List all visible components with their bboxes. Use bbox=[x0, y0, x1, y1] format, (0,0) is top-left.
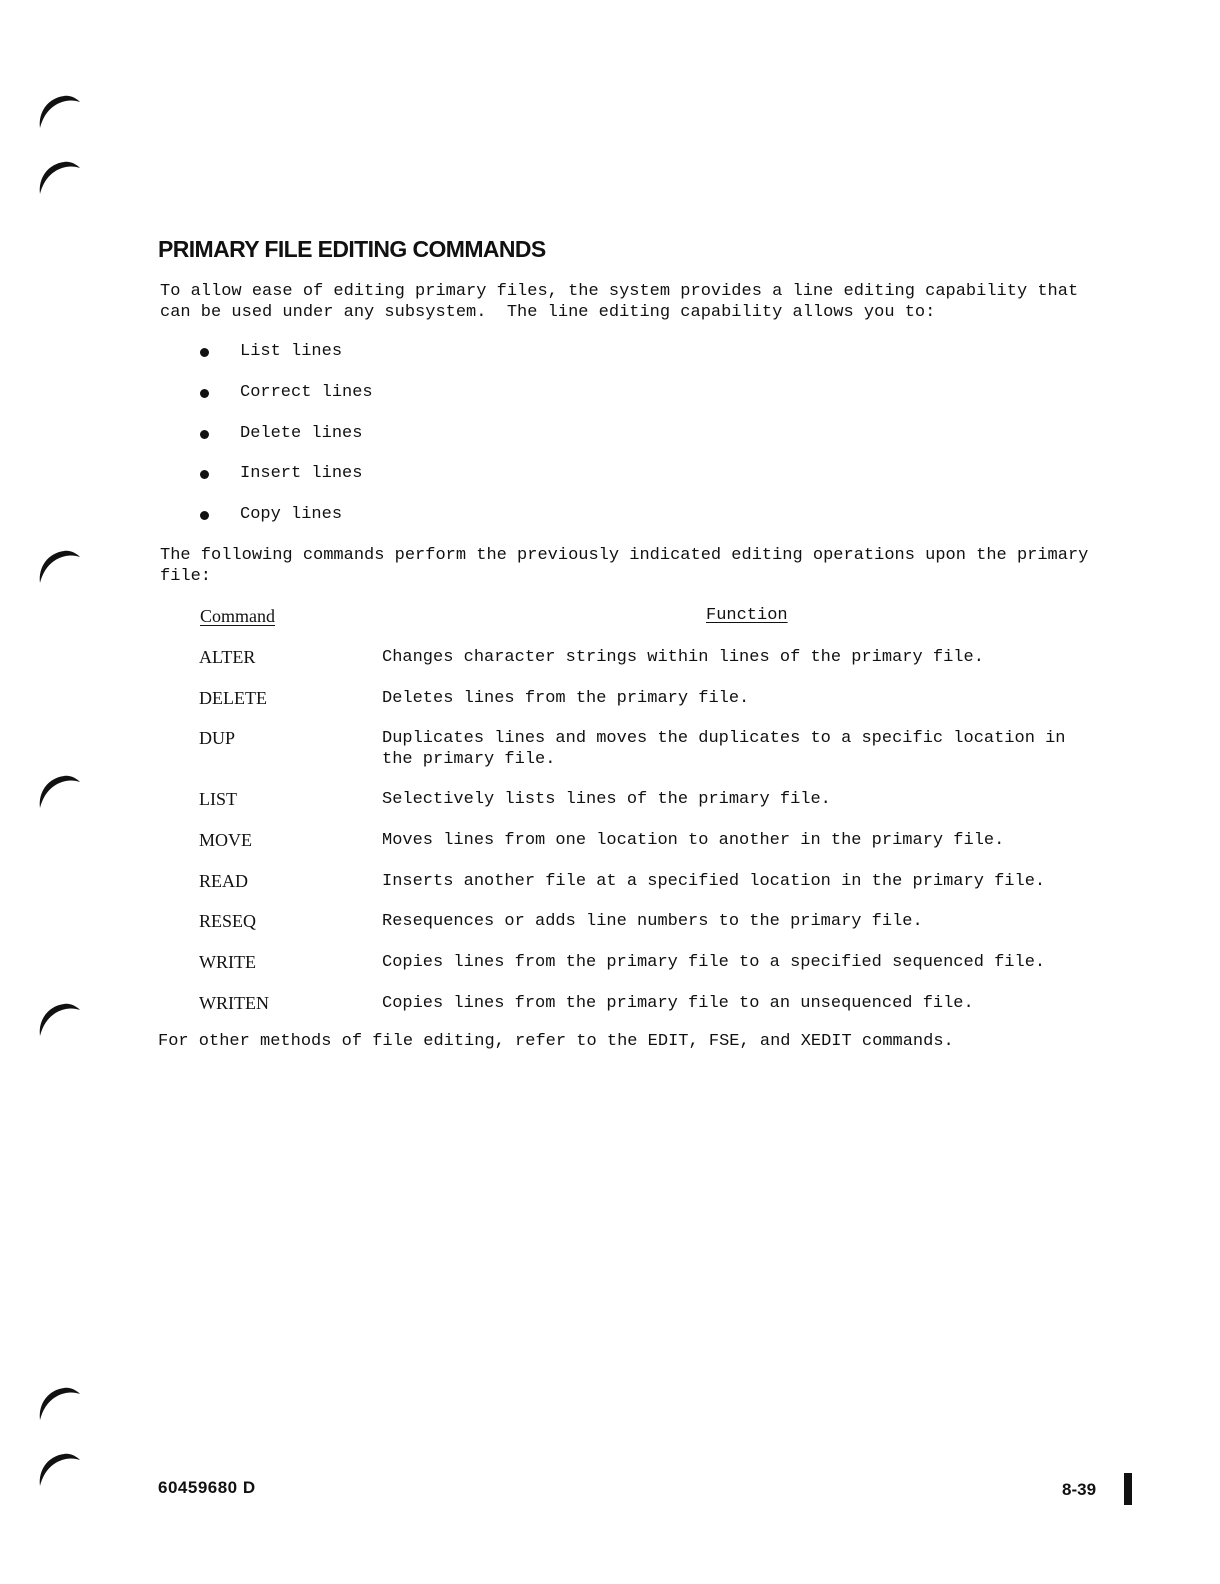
function-column-header: Function bbox=[706, 606, 788, 625]
document-number: 60459680 D bbox=[158, 1478, 256, 1497]
bullet-icon bbox=[200, 348, 209, 357]
command-name: LIST bbox=[199, 789, 237, 809]
command-function: Copies lines from the primary file to a specified sequenced file. bbox=[382, 953, 1046, 972]
bullet-icon bbox=[200, 389, 209, 398]
command-column-header: Command bbox=[200, 606, 275, 626]
binder-hole-mark bbox=[34, 156, 84, 200]
bullet-icon bbox=[200, 511, 209, 520]
commands-intro-paragraph: The following commands perform the previously indicated editing operations upon the primary file: bbox=[160, 546, 1089, 586]
bullet-icon bbox=[200, 470, 209, 479]
command-name: WRITEN bbox=[199, 993, 269, 1013]
section-heading: PRIMARY FILE EDITING COMMANDS bbox=[158, 236, 546, 262]
change-bar bbox=[1124, 1473, 1132, 1505]
command-function: Moves lines from one location to another in the primary file. bbox=[382, 831, 1005, 850]
command-function: Copies lines from the primary file to an unsequenced file. bbox=[382, 994, 974, 1013]
binder-hole-mark bbox=[34, 1448, 84, 1492]
command-name: WRITE bbox=[199, 952, 256, 972]
binder-hole-mark bbox=[34, 998, 84, 1042]
command-function: Duplicates lines and moves the duplicates to a specific location in the primary file. bbox=[382, 729, 1066, 769]
page-number: 8-39 bbox=[1062, 1480, 1097, 1499]
command-name: MOVE bbox=[199, 830, 252, 850]
command-name: DELETE bbox=[199, 688, 267, 708]
closing-paragraph: For other methods of file editing, refer to the EDIT, FSE, and XEDIT commands. bbox=[158, 1032, 954, 1051]
command-name: READ bbox=[199, 871, 248, 891]
command-function: Deletes lines from the primary file. bbox=[382, 689, 750, 708]
command-name: ALTER bbox=[199, 647, 256, 667]
intro-paragraph: To allow ease of editing primary files, the system provides a line editing capability that can be used under any subsystem. The line editing capability allows you to: bbox=[160, 282, 1079, 322]
binder-hole-mark bbox=[34, 545, 84, 589]
bullet-icon bbox=[200, 430, 209, 439]
binder-hole-mark bbox=[34, 770, 84, 814]
command-function: Changes character strings within lines of the primary file. bbox=[382, 648, 984, 667]
binder-hole-mark bbox=[34, 1382, 84, 1426]
command-function: Selectively lists lines of the primary file. bbox=[382, 790, 831, 809]
document-page: PRIMARY FILE EDITING COMMANDS To allow ease of editing primary files, the system provides a line editing capability that can be used under any subsystem. The line editing capability allows you to: List lines Correct lines Delete lines Insert lines Copy lines The following commands perform the previously indicated editing operations upon the primary file: Command Function ALTER Changes character strings within lines of the primary file. DELETE Deletes lines from the primary file. DUP Duplicates lines and moves the duplicates to a specific location in the primary file. LIST Selectively lists lines of the primary file. MOVE Moves lines from one location to another in the primary file. READ Inserts another file at a specified location in the primary file. RESEQ Resequences or adds line numbers to the primary file. WRITE Copies lines from the primary file to a specified sequenced file. WRITEN Copies lines from the primary file to an unsequenced file. For other methods of file editing, refer to the EDIT, FSE, and XEDIT commands. 60459680 D 8-39 bbox=[0, 0, 1220, 1584]
command-name: DUP bbox=[199, 728, 236, 748]
command-function: Inserts another file at a specified location in the primary file. bbox=[382, 872, 1046, 891]
binder-hole-mark bbox=[34, 90, 84, 134]
command-function: Resequences or adds line numbers to the primary file. bbox=[382, 912, 923, 931]
command-name: RESEQ bbox=[199, 911, 257, 931]
